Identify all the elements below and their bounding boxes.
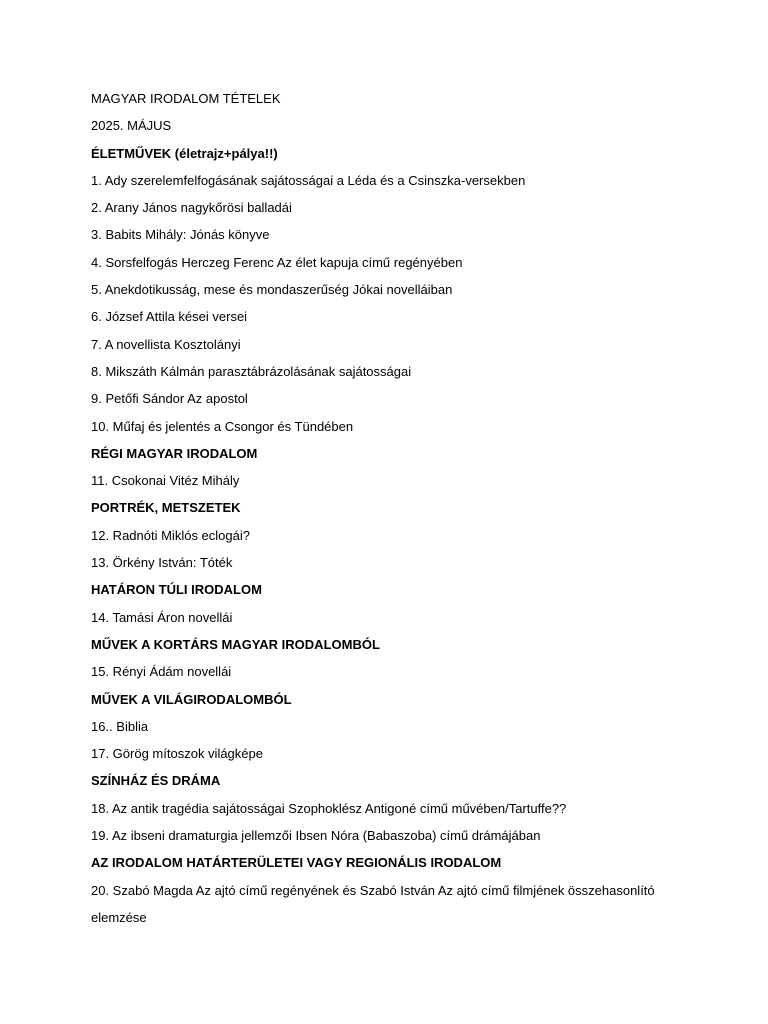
list-item: 2. Arany János nagykőrösi balladái <box>91 200 292 216</box>
list-item: 4. Sorsfelfogás Herczeg Ferenc Az élet kapuja című regényében <box>91 254 463 270</box>
list-item: 20. Szabó Magda Az ajtó című regényének és Szabó István Az ajtó című filmjének összehasonlító elemzése <box>91 882 655 925</box>
section-heading-portrek-metszetek: PORTRÉK, METSZETEK <box>91 500 241 516</box>
list-item: 19. Az ibseni dramaturgia jellemzői Ibsen Nóra (Babaszoba) című drámájában <box>91 828 541 844</box>
list-item: 6. József Attila kései versei <box>91 309 248 325</box>
section-heading-kortars-magyar-irodalom: MŰVEK A KORTÁRS MAGYAR IRODALOMBÓL <box>91 636 380 652</box>
section-heading-vilagirodalom: MŰVEK A VILÁGIRODALOMBÓL <box>91 691 292 707</box>
list-item: 14. Tamási Áron novellái <box>91 609 233 625</box>
list-item: 8. Mikszáth Kálmán parasztábrázolásának sajátosságai <box>91 363 412 379</box>
section-heading-hatarteruletek-regionalis: AZ IRODALOM HATÁRTERÜLETEI VAGY REGIONÁLIS IRODALOM <box>91 855 502 871</box>
list-item: 1. Ady szerelemfelfogásának sajátosságai a Léda és a Csinszka-versekben <box>91 172 526 188</box>
list-item: 18. Az antik tragédia sajátosságai Szophoklész Antigoné című művében/Tartuffe?? <box>91 800 567 816</box>
section-heading-hataron-tuli-irodalom: HATÁRON TÚLI IRODALOM <box>91 582 262 598</box>
list-item: 5. Anekdotikusság, mese és mondaszerűség Jókai novelláiban <box>91 282 453 298</box>
list-item: 15. Rényi Ádám novellái <box>91 664 232 680</box>
document-title: MAGYAR IRODALOM TÉTELEK <box>91 91 281 106</box>
document-date: 2025. MÁJUS <box>91 118 172 134</box>
section-heading-szinhaz-es-drama: SZÍNHÁZ ÉS DRÁMA <box>91 773 221 789</box>
list-item: 3. Babits Mihály: Jónás könyve <box>91 227 270 243</box>
section-heading-eletmuvek: ÉLETMŰVEK (életrajz+pálya!!) <box>91 145 278 161</box>
list-item: 7. A novellista Kosztolányi <box>91 336 241 352</box>
section-heading-regi-magyar-irodalom: RÉGI MAGYAR IRODALOM <box>91 445 258 461</box>
list-item: 16.. Biblia <box>91 718 149 734</box>
list-item: 12. Radnóti Miklós eclogái? <box>91 527 250 543</box>
list-item: 11. Csokonai Vitéz Mihály <box>91 473 240 489</box>
list-item: 10. Műfaj és jelentés a Csongor és Tündében <box>91 418 354 434</box>
list-item: 17. Görög mítoszok világképe <box>91 746 263 762</box>
list-item: 13. Örkény István: Tóték <box>91 555 233 571</box>
list-item: 9. Petőfi Sándor Az apostol <box>91 391 248 407</box>
